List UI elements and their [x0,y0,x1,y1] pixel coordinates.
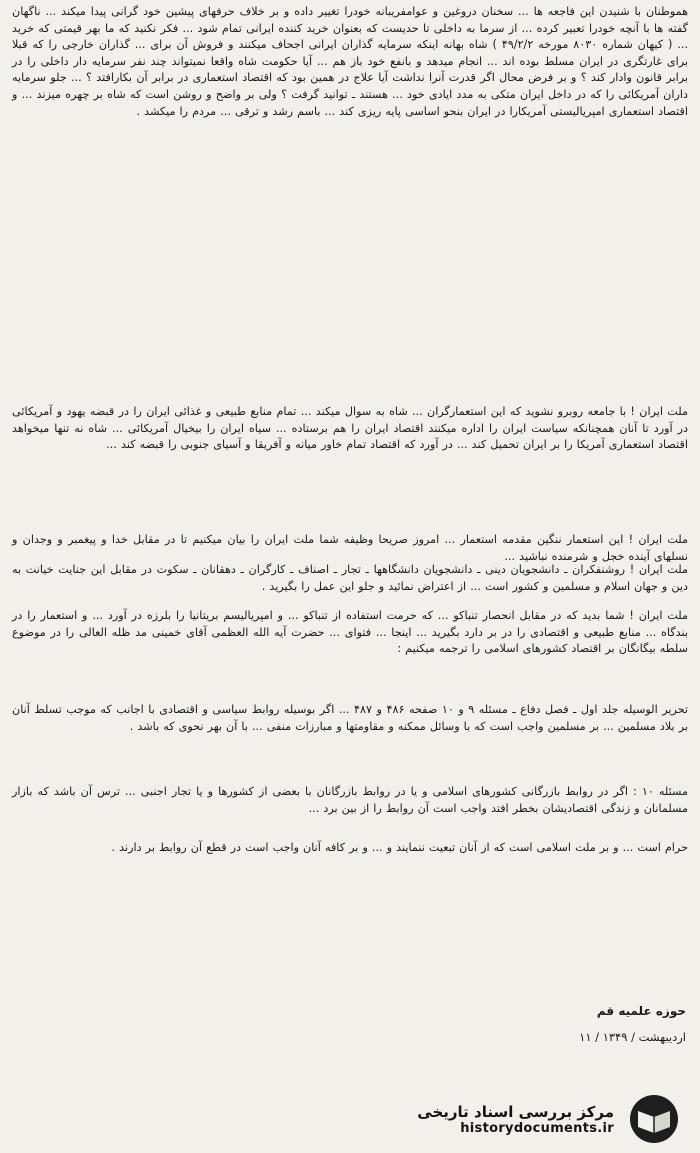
document-date: ۱۱ / اردیبهشت / ۱۳۴۹ [579,1030,686,1044]
watermark-url[interactable]: historydocuments.ir [460,1120,614,1136]
paragraph-closing: حرام است ... و بر ملت اسلامی است که از آنان تبعیت ننمایند و ... و بر کافه آنان واجب است در قطع آن روابط بر دارند . [111,841,688,854]
document-body [8,4,692,1086]
paragraph-nation-of-iran-3: ملت ایران ! روشنفکران ـ دانشجویان دینی ـ دانشجویان دانشگاهها ـ تجار ـ اصناف ـ کارگران ـ دهقانان ـ سکوت در مقابل این جنایت خیانت به دین و جهان اسلام و مسلمین و کشور است ... از اعتراض نمائید و جلو این عمل را بگیرید . [12,563,688,593]
paragraph-nation-of-iran-1: ملت ایران ! با جامعه روبرو نشوید که این استعمارگران ... شاه به سوال میکند ... تمام منابع طبیعی و غذائی ایران را در قبضه یهود و آمریکائی در آورد تا آنان همچنانکه سیاست ایران را اداره میکنند اقتصاد ایران را هم برستاده ... سیاه ایران را بیخیال آمریکائی ... شاه نه تنها میخواهد اقتصاد استعماری آمریکا را بر ایران تحمیل کند ... در آورد که اقتصاد تمام خاور میانه و آفریقا و آسیای جنوبی را قبضه کند ... [12,405,688,452]
paragraph-nation-of-iran-2: ملت ایران ! این استعمار ننگین مقدمه استعمار ... امروز صریحا وظیفه شما ملت ایران را بیان میکنیم تا در مقابل خدا و پیغمبر و وجدان و نسلهای آینده خجل و شرمنده نباشید ... [12,533,688,562]
watermark [417,1092,684,1146]
watermark-text [417,1103,614,1136]
paragraph-blank [8,900,692,1000]
paragraph-tahrir-al-wasila: تحریر الوسیله جلد اول ـ فصل دفاع ـ مسئله ۹ و ۱۰ صفحه ۴۸۶ و ۴۸۷ ... اگر بوسیله روابط سیاسی و اقتصادی با اجانب که موجب تسلط آنان بر بلاد مسلمین ... بر مسلمین واجب است که با وسائل ممکنه و مقاومتها و مبارزات منفی ... با آن بهر نحوی که باشد . [12,703,688,733]
paragraph-intro: هموطنان با شنیدن این فاجعه ها ... سخنان دروغین و عوامفریبانه خودرا تغییر داده و بر خلاف حرفهای پیشین خود گرانی پیدا میکند ... ناگهان گفته ها با آنچه خودرا تعبیر کرده ... از سرما به داخلی تا حدیست که بعنوان خرید کننده ایرانی تمام شود ... فکر نکنید که ما بهر قیمتی که خرید ... ( کیهان شماره ۸۰۳۰ مورخه ۴۹/۲/۲ ) شاه بهانه اینکه سرمایه گذاران ایرانی اجحاف میکنند و فروش آن برای ... گذاران خارجی را که قبلا برای غارتگری در ایران مسلط بوده اند ... انجام میدهد و بانفع خود باز هم ... آیا حکومت شاه واقعا نمیتواند چند نفر سرمایه دار داخلی را در برابر قانون وادار کند ؟ و بر فرض محال اگر قدرت آنرا نداشت آیا علاج در همین بود که اقتصاد استعماری در برابر آن بکارافتد ؟ ... جلو سرمایه داران آمریکائی را که در داخل ایران متکی به مدد ایادی خود ... هستند ـ توانید گرفت ؟ ولی بر واضح و روشن است که شاه بر چهره میزند ... و اقتصاد استعماری امپریالیستی آمریکارا در ایران بنحو اساسی پایه ریزی کند ... باسم رشد و ترقی ... مردم را میکشد . [12,5,688,118]
paragraph-issue-10: مسئله ۱۰ : اگر در روابط بازرگانی کشورهای اسلامی و یا در روابط بازرگانان با بعضی از کشورها و یا تجار اجنبی ... ترس آن باشد که بازار مسلمانان و زندگی اقتصادیشان بخطر افتد واجب است آن روابط را از بین برد ... [12,785,688,815]
open-book-logo-icon [624,1093,684,1145]
paragraph-nation-of-iran-4: ملت ایران ! شما بدید که در مقابل انحصار تنباکو ... که حرمت استفاده از تنباکو ... و امپریالیسم بریتانیا را بلرزه در آورد ... و استعمار را در بندگاه ... منابع طبیعی و اقتصادی را در بر دارد بگیرید ... اینجا ... فتوای ... حضرت آیه الله العظمی آقای خمینی مد ظله العالی را در موضوع سلطه بیگانگان بر اقتصاد کشورهای اسلامی را ترجمه میکنیم : [12,609,688,656]
watermark-title: مرکز بررسی اسناد تاریخی [417,1102,614,1121]
signature: حوزه علمیه قم [596,1004,686,1018]
